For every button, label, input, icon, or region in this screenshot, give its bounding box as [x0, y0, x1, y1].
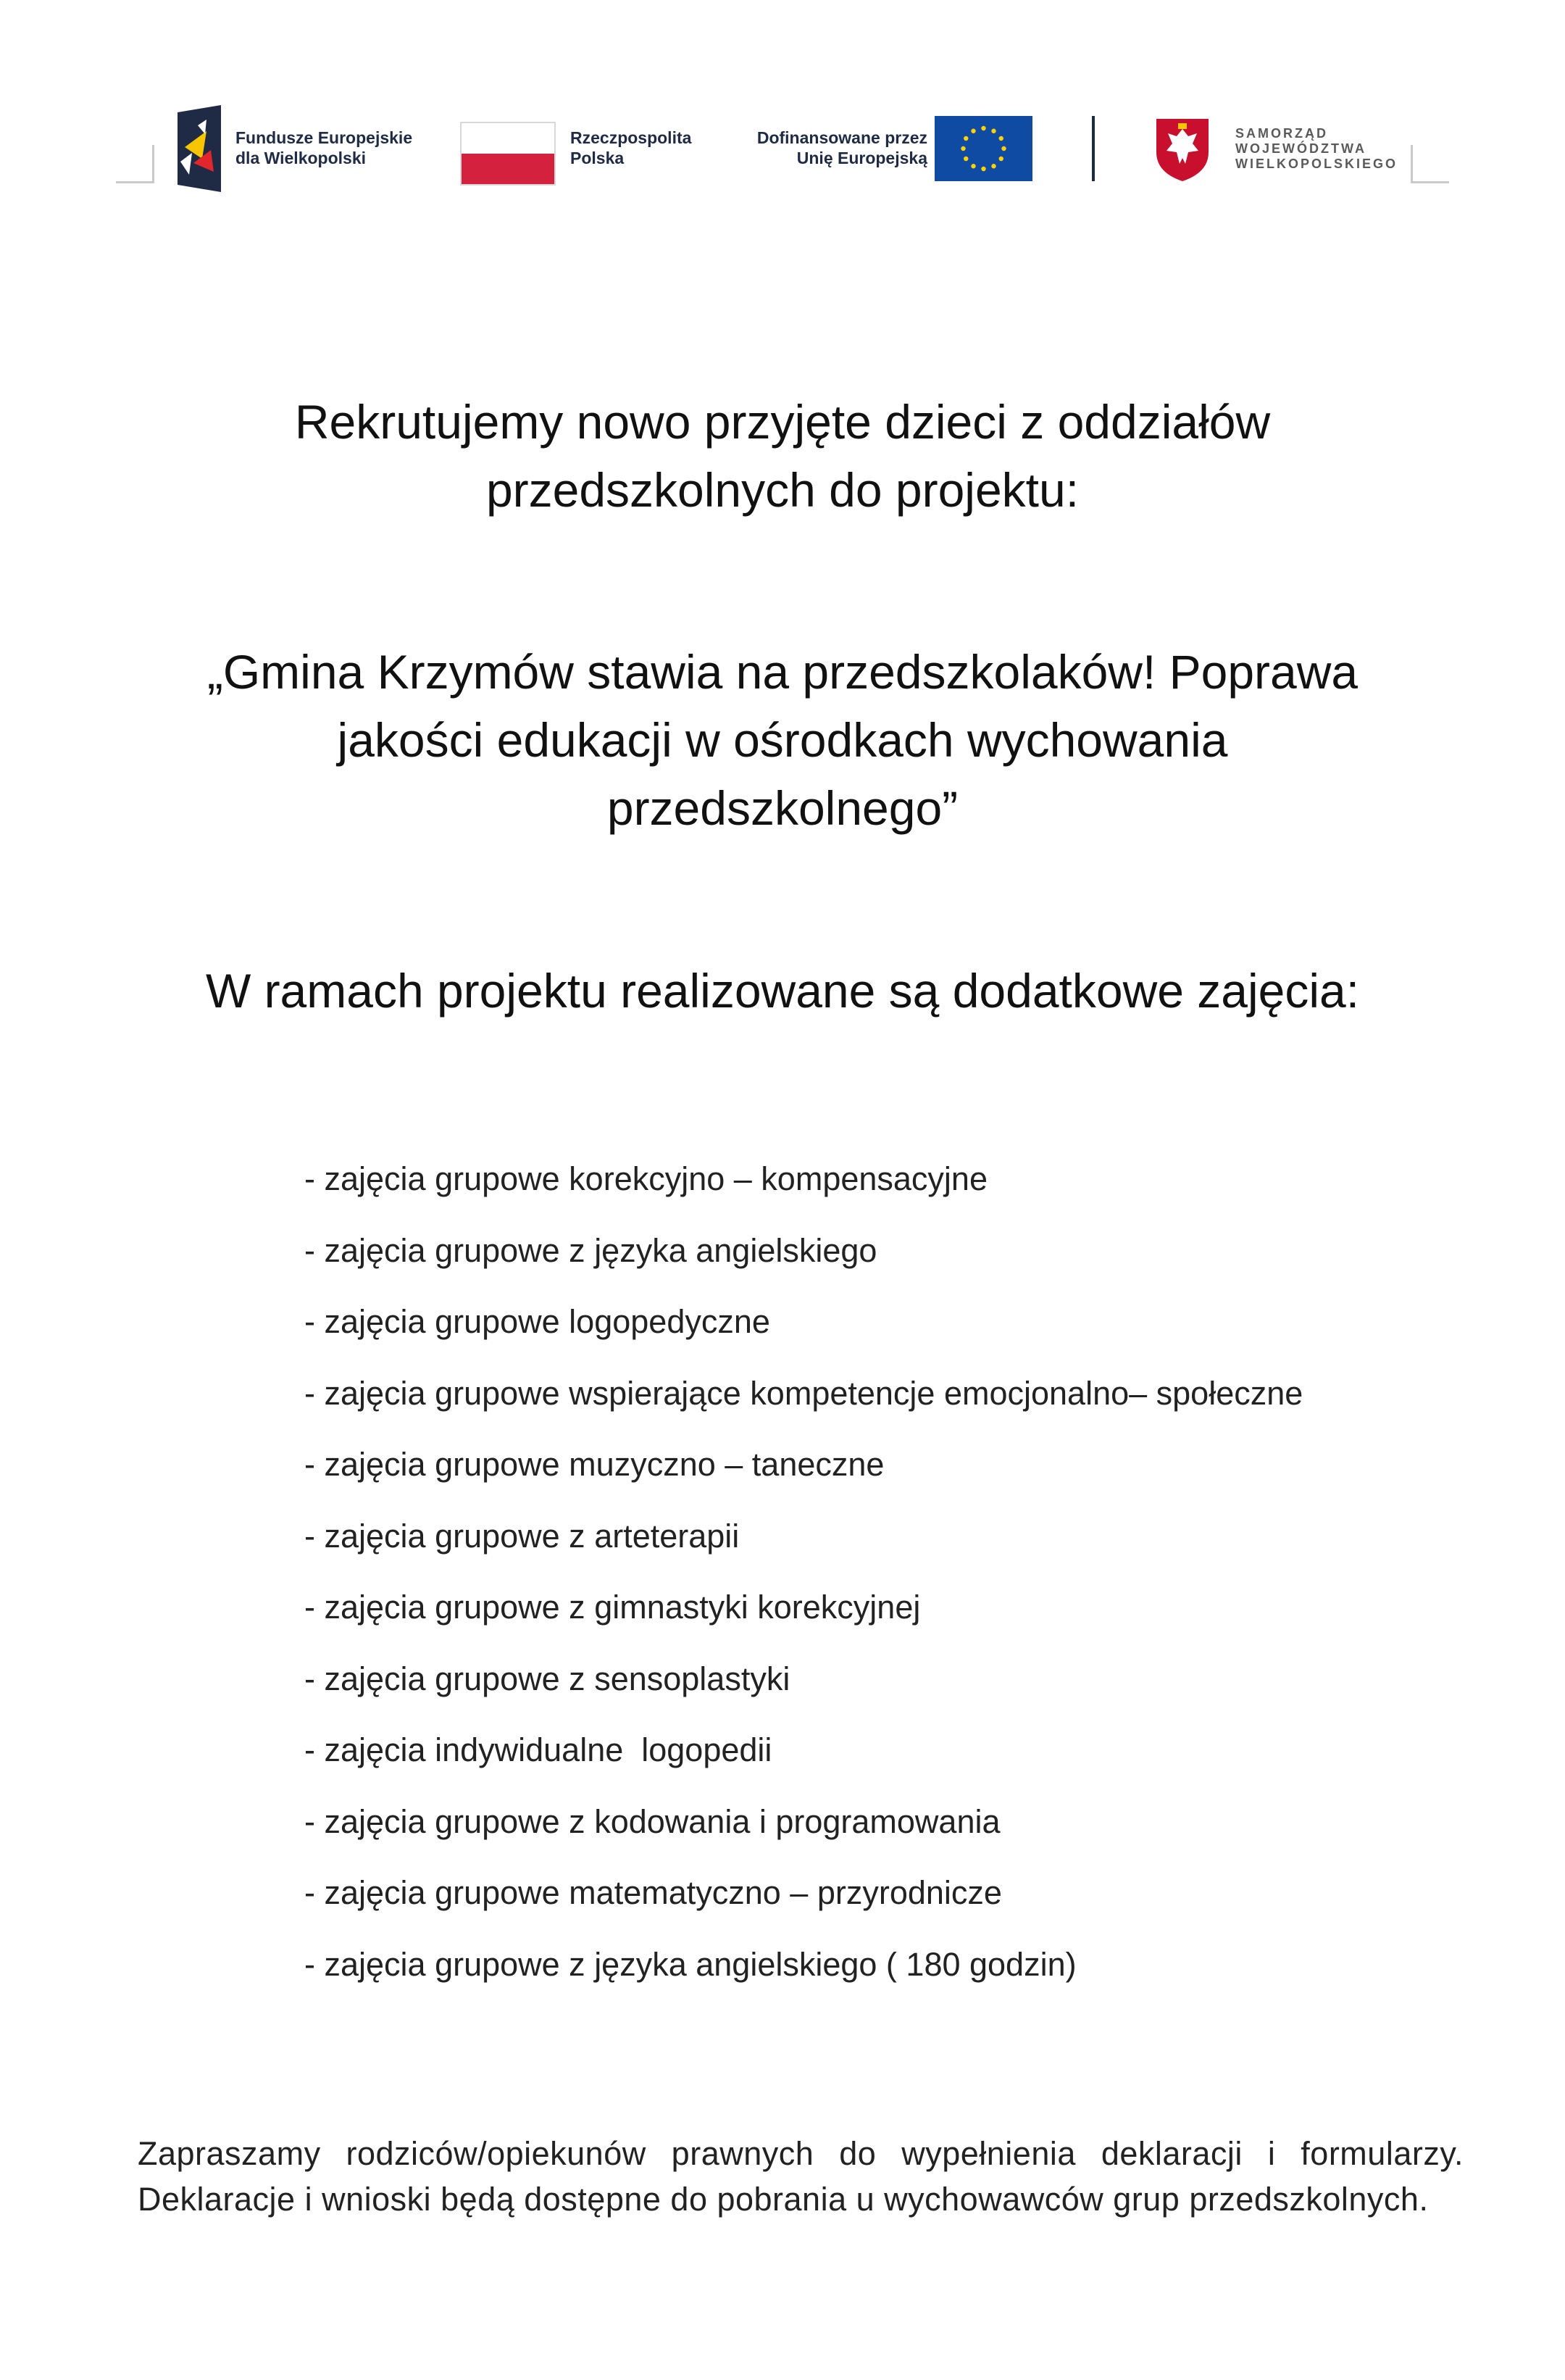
logo-bar-left-bracket — [116, 145, 154, 183]
eu-star-icon — [991, 129, 996, 133]
invitation-paragraph: Zapraszamy rodziców/opiekunów prawnych do wypełnienia deklaracji i formularzy. Deklaracje i wnioski będą dostępne do pobrania u wychowawców grup przedszkolnych. — [138, 2135, 1464, 2218]
activity-item: - zajęcia grupowe korekcyjno – kompensacyjne — [304, 1160, 988, 1197]
logo-bar — [116, 94, 1449, 203]
eu-star-icon — [961, 146, 965, 151]
activities-heading: W ramach projektu realizowane są dodatkowe zajęcia: — [205, 964, 1360, 1018]
eu-star-icon — [981, 126, 985, 130]
wielkopolska-crest-icon — [1153, 116, 1211, 183]
activity-item: - zajęcia grupowe z arteterapii — [304, 1517, 740, 1555]
eu-star-icon — [971, 164, 975, 168]
eu-star-icon — [991, 164, 996, 168]
rzeczpospolita-label: Rzeczpospolita Polska — [570, 128, 692, 167]
project-title: „Gmina Krzymów stawia na przedszkolaków! Poprawa jakości edukacji w ośrodkach wychowania przedszkolnego” — [206, 645, 1359, 835]
poland-flag-icon — [460, 122, 556, 186]
eu-star-icon — [1001, 146, 1006, 151]
logo-bar-right-bracket — [1411, 145, 1449, 183]
activity-item: - zajęcia grupowe z gimnastyki korekcyjnej — [304, 1589, 921, 1626]
eu-star-icon — [981, 167, 985, 171]
activity-item: - zajęcia grupowe z sensoplastyki — [304, 1660, 790, 1697]
activity-item: - zajęcia grupowe muzyczno – taneczne — [304, 1446, 885, 1483]
fundusze-europejskie-label: Fundusze Europejskie dla Wielkopolski — [235, 128, 413, 167]
samorzad-label: SAMORZĄD WOJEWÓDZTWA WIELKOPOLSKIEGO — [1235, 126, 1398, 171]
activity-item: - zajęcia grupowe wspierające kompetencje emocjonalno– społeczne — [304, 1374, 1303, 1412]
eu-star-icon — [999, 157, 1003, 161]
activity-item: - zajęcia grupowe z języka angielskiego — [304, 1231, 877, 1269]
activity-item: - zajęcia grupowe logopedyczne — [304, 1303, 770, 1340]
eu-star-icon — [999, 136, 1003, 141]
eu-star-icon — [964, 136, 968, 141]
eu-star-icon — [964, 157, 968, 161]
recruitment-heading: Rekrutujemy nowo przyjęte dzieci z oddziałów przedszkolnych do projektu: — [294, 395, 1271, 517]
eu-star-icon — [971, 129, 975, 133]
activity-item: - zajęcia grupowe z języka angielskiego ( 180 godzin) — [304, 1945, 1077, 1983]
activities-list — [304, 1144, 1303, 2000]
activity-item: - zajęcia indywidualne logopedii — [304, 1731, 772, 1768]
eu-flag-icon — [935, 116, 1032, 181]
eu-funding-label: Dofinansowane przez Unię Europejską — [756, 128, 927, 167]
logo-divider — [1092, 116, 1095, 181]
activity-item: - zajęcia grupowe matematyczno – przyrodnicze — [304, 1874, 1002, 1911]
activity-item: - zajęcia grupowe z kodowania i programowania — [304, 1802, 1001, 1840]
